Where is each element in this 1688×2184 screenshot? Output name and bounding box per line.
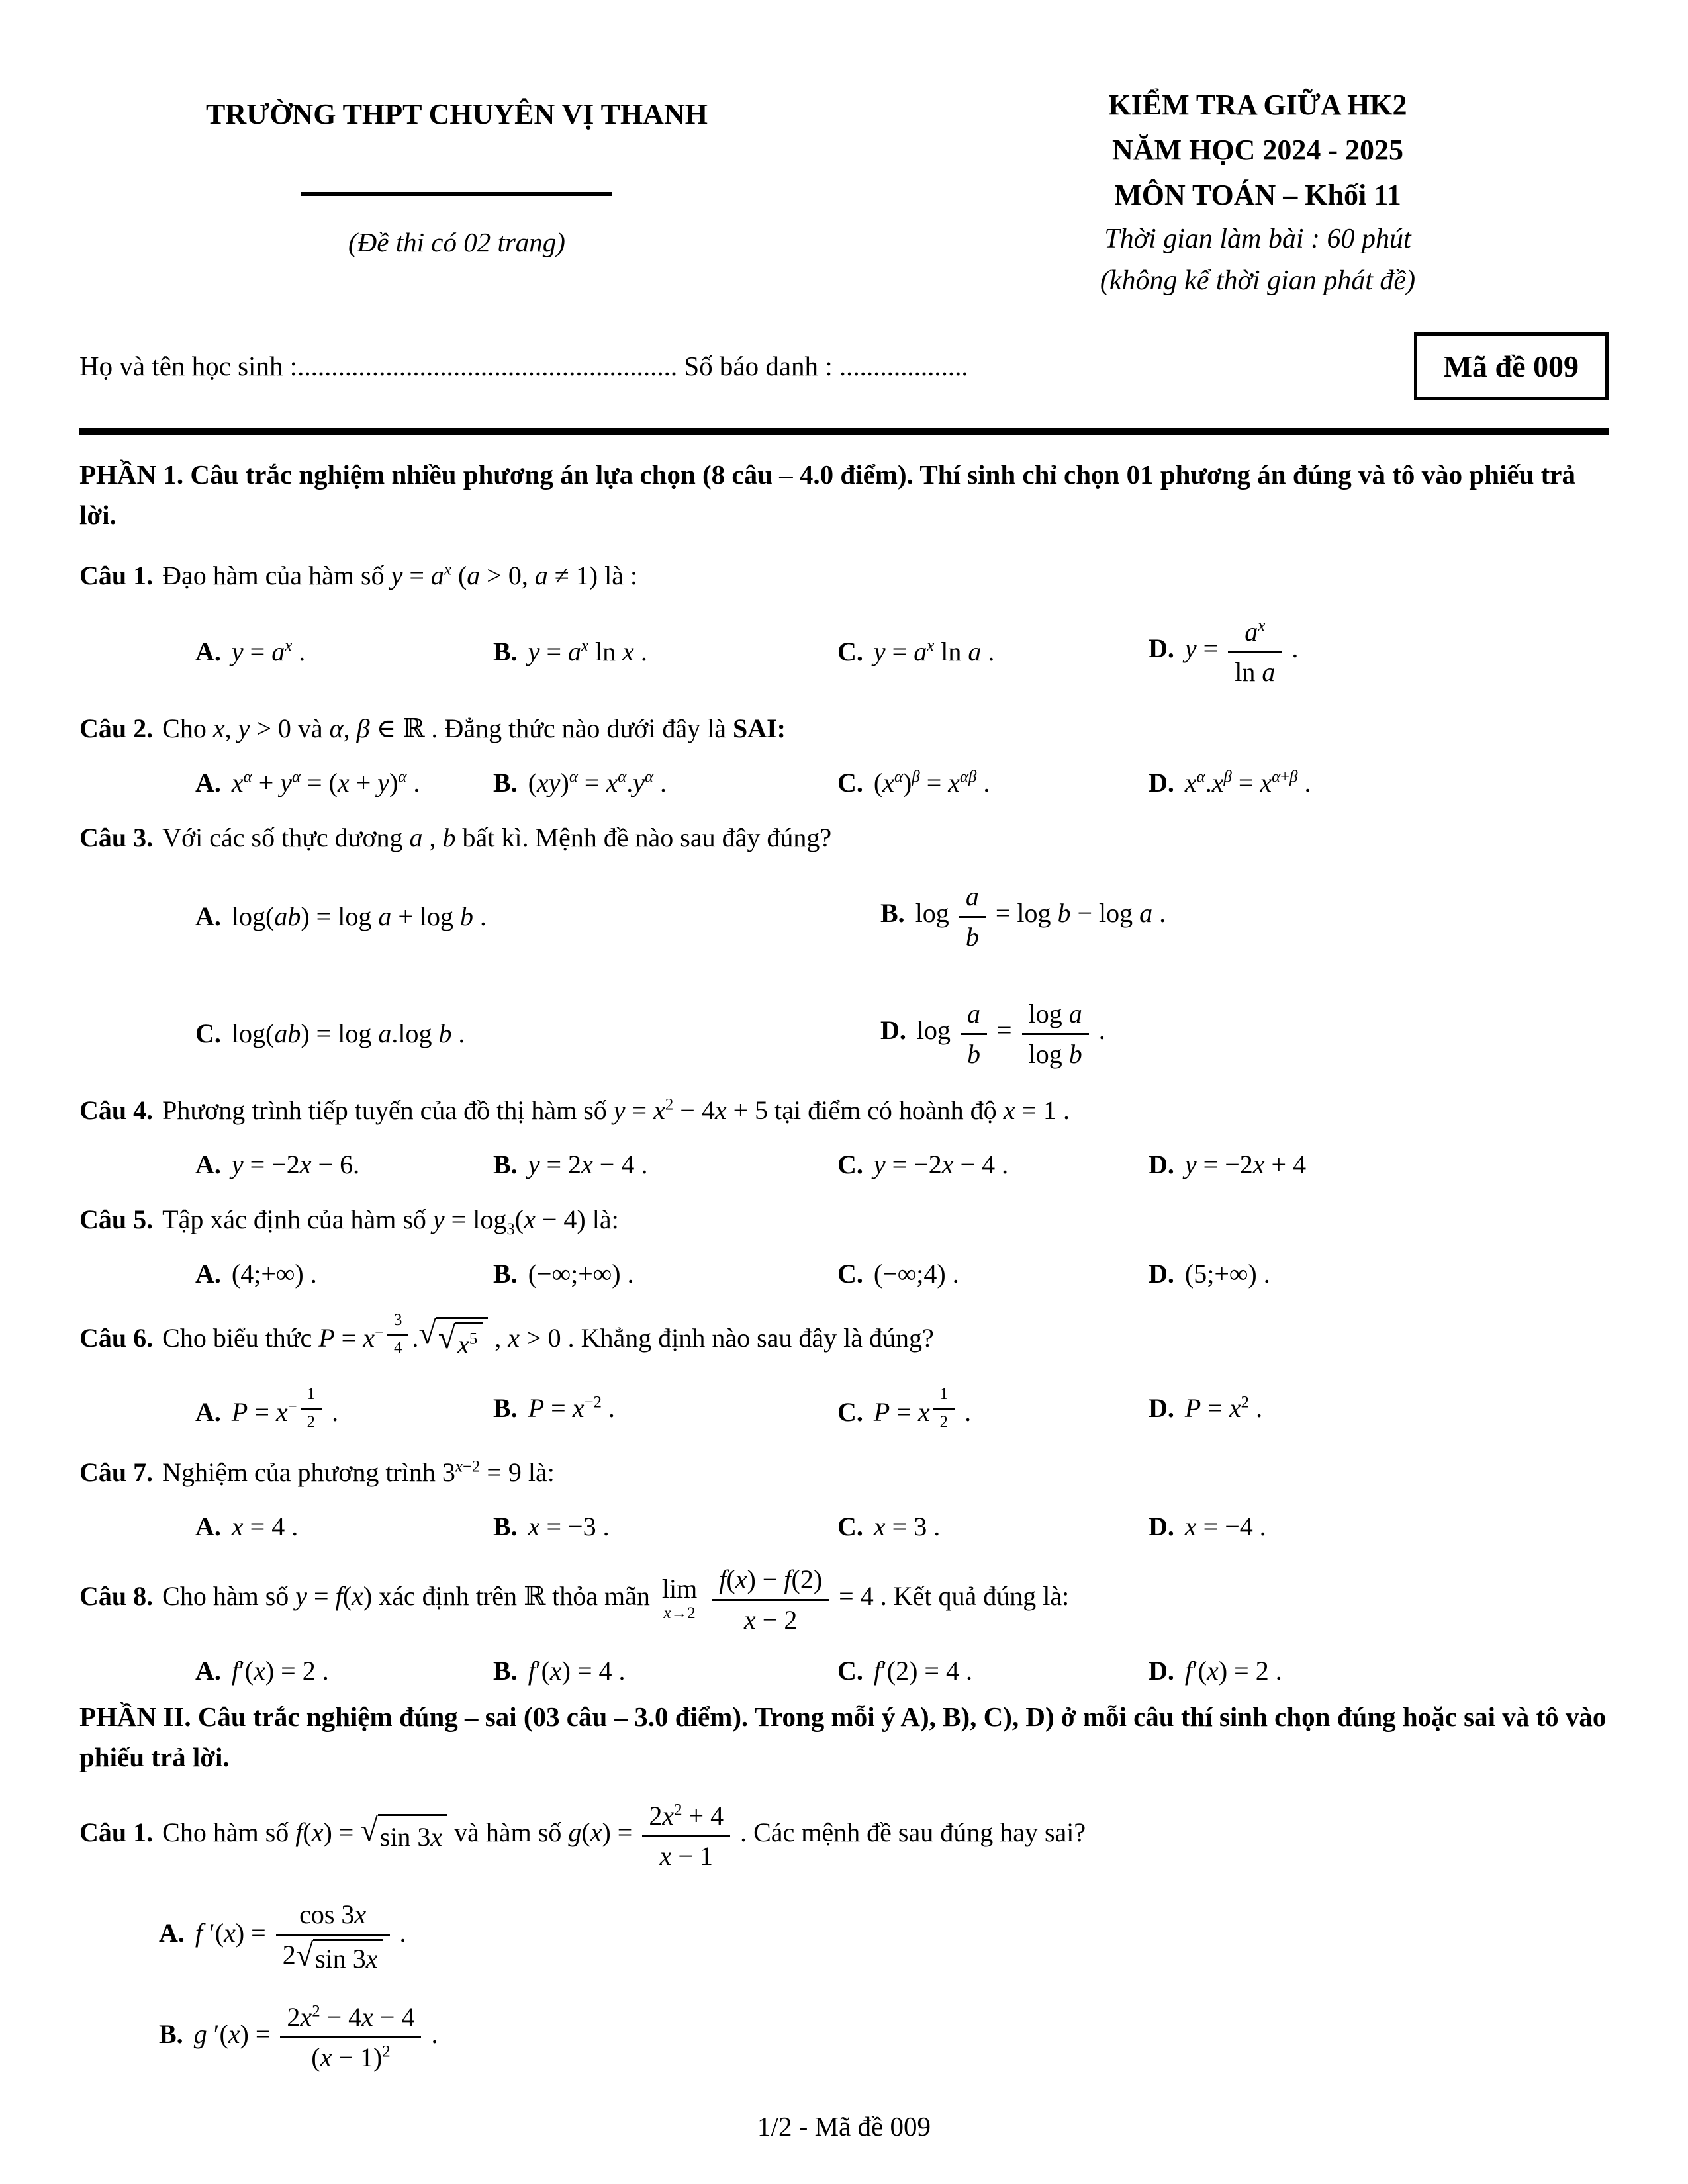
option-text: y = −2x + 4 [1184,1149,1307,1179]
question-number: Câu 7. [79,1457,154,1487]
option-key: B. [159,2019,183,2049]
option-key: A. [195,1655,221,1686]
option-a [195,1655,493,1686]
options [79,879,1609,1071]
question-stem [79,709,1609,749]
question-stem [79,1798,1609,1873]
duration-line: Thời gian làm bài : 60 phút [1104,223,1411,254]
option-b [159,1999,1609,2074]
option-key: A. [195,901,221,931]
school-year: NĂM HỌC 2024 - 2025 [1112,134,1403,167]
option-key: A. [195,636,221,666]
options [79,767,1609,798]
option-b [493,1149,837,1180]
question-number: Câu 2. [79,713,154,743]
stem-text: Nghiệm của phương trình $3^{x-2} = 9$ là: [162,1457,555,1487]
option-key: B. [493,767,518,797]
option-key: C. [837,1511,863,1541]
part1-question-6 [79,1309,1609,1433]
option-a [159,1897,1609,1976]
option-text: g ′(x) = $\frac{2x^2 - 4x - 4}{(x - 1)^2}$ . [194,2019,438,2049]
exam-title: KIỂM TRA GIỮA HK2 [1108,89,1407,121]
option-text: x = −3 . [528,1511,610,1541]
part2-heading: PHẦN II. Câu trắc nghiệm đúng – sai (03 câu – 3.0 điểm). Trong mỗi ý A), B), C), D) ở mỗi câu thí sinh chọn đúng hoặc sai và tô vào phiếu trả lời. [79,1701,1607,1772]
option-key: D. [1149,1655,1174,1686]
subject-line: MÔN TOÁN – Khối 11 [1114,179,1401,212]
part1-question-2 [79,709,1609,798]
question-stem [79,1453,1609,1492]
option-text: log(ab) = log a + log b . [231,901,487,931]
option-key: B. [493,1258,518,1289]
option-a [195,1383,493,1433]
option-key: A. [195,1397,221,1428]
question-stem [79,556,1609,596]
option-key: B. [493,1511,518,1541]
option-b [493,767,837,798]
option-b [493,1655,837,1686]
option-text: x = −4 . [1184,1511,1266,1541]
option-c [837,1258,1149,1289]
option-text: f ′(x) = cos 3x 2 √ sin 3x . [195,1918,406,1948]
option-c [837,636,1149,667]
option-key: B. [493,1149,518,1179]
option-key: C. [837,636,863,666]
stem-text: Với các số thực dương a , b bất kì. Mệnh đề nào sau đây đúng? [162,822,832,852]
option-text: f′(x) = 4 . [528,1655,626,1686]
option-c [837,1149,1149,1180]
question-number: Câu 1. [79,560,154,590]
option-text: (−∞;+∞) . [528,1258,634,1289]
option-key: C. [837,1397,863,1428]
option-key: A. [195,1258,221,1289]
option-text: $(x^\alpha)^\beta = x^{\alpha\beta}$ . [873,767,990,797]
option-a [195,1149,493,1180]
school-underline [301,192,612,196]
part1-question-1 [79,556,1609,689]
divider-rule [79,428,1609,435]
option-key: B. [493,636,518,666]
part1-question-8 [79,1562,1609,1686]
option-key: A. [195,767,221,797]
option-c [837,1511,1149,1542]
exam-code-box: Mã đề 009 [1414,332,1609,400]
option-text: $P = x^{-2}$ . [528,1392,615,1423]
page-footer: 1/2 - Mã đề 009 [757,2111,931,2142]
student-labels [79,350,968,382]
option-c [837,1655,1149,1686]
option-text: log(ab) = log a.log b . [231,1018,465,1048]
option-key: D. [1149,1149,1174,1179]
question-number: Câu 6. [79,1323,154,1353]
option-key: C. [837,1149,863,1179]
school-name: TRƯỜNG THPT CHUYÊN VỊ THANH [206,98,708,130]
option-d [1149,1258,1609,1289]
header-right-block [907,83,1609,302]
option-text: $P = x^{- \frac{1}{2}}$ . [232,1397,338,1427]
option-text: f′(2) = 4 . [873,1655,972,1686]
option-text: y = −2x − 6. [231,1149,360,1179]
options [79,1149,1609,1180]
stem-text: Phương trình tiếp tuyến của đồ thị hàm số $y = x^2 - 4x + 5$ tại điểm có hoành độ x = 1 . [162,1095,1070,1125]
option-key: A. [159,1918,185,1948]
option-key: C. [837,1655,863,1686]
option-d [880,996,1609,1071]
option-text: $y = a^x$ . [231,636,306,666]
student-name-label: Họ và tên học sinh :........................................................ [79,351,678,382]
option-key: C. [195,1018,221,1048]
option-text: P = x $^{\frac{1}{2}}$ . [874,1397,971,1427]
stem-text: Cho biểu thức $P = x^{- \frac{3}{4}}$ . √ √ $x^5$ , x > 0 . Khẳng định nào sau đây là đúng? [162,1323,934,1353]
options [79,1383,1609,1433]
option-key: D. [880,1015,906,1046]
option-b [493,1511,837,1542]
option-b [493,1392,837,1424]
option-key: B. [493,1655,518,1686]
option-key: D. [1149,1511,1174,1541]
option-key: A. [195,1511,221,1541]
option-d [1149,1392,1609,1424]
options [79,1258,1609,1289]
option-key: D. [1149,1392,1174,1423]
question-stem [79,1091,1609,1130]
option-key: D. [1149,633,1174,664]
part1-question-4 [79,1091,1609,1180]
question-number: Câu 1. [79,1817,154,1848]
option-text: $y = a^x$ ln x . [528,636,647,666]
option-text: (−∞;4) . [873,1258,959,1289]
question-stem [79,1562,1609,1637]
option-b [493,636,837,667]
options [79,1511,1609,1542]
option-a [195,1511,493,1542]
stem-text: Cho x, y > 0 và α, β ∈ ℝ . Đẳng thức nào dưới đây là SAI: [162,713,786,743]
option-d [1149,1511,1609,1542]
options [79,614,1609,689]
option-text: y = $\frac{a^x}{\text{ln a}}$ . [1185,633,1298,663]
option-key: D. [1149,1258,1174,1289]
stem-text: Cho hàm số y = f(x) xác định trên ℝ thỏa mãn lim x→2 $\frac{f(x) - f(2)}{x - 2}$ = 4 . Kết quả đúng là: [162,1581,1069,1611]
option-c [195,1018,880,1049]
option-d [1149,614,1609,689]
option-a [195,636,493,667]
question-number: Câu 3. [79,822,154,852]
option-d [1149,1149,1609,1180]
question-stem [79,818,1609,858]
student-id-label: Số báo danh : ................... [684,351,968,382]
option-key: C. [837,767,863,797]
option-text: $x^\alpha.x^\beta = x^{\alpha+\beta}$ . [1184,767,1311,797]
options [79,1655,1609,1686]
option-key: B. [493,1392,518,1423]
option-key: D. [1149,767,1174,797]
option-text: $(xy)^\alpha = x^\alpha.y^\alpha$ . [528,767,667,797]
option-text: x = 3 . [873,1511,941,1541]
option-text: log $\frac{a}{b}$ = $\frac{\text{log a}}{\text{log b}}$ . [917,1015,1105,1045]
options [79,1897,1609,2074]
option-text: log $\frac{a}{b}$ = log b − log a . [915,898,1166,928]
option-text: $y = a^x$ ln a . [873,636,995,666]
stem-text: Đạo hàm của hàm số $y = a^x$ (a > 0, a ≠ 1) là : [162,560,638,590]
part1-question-7 [79,1453,1609,1542]
stem-text: Tập xác định của hàm số $y = \log_3(x - 4)$ là: [162,1204,619,1238]
option-text: f′(x) = 2 . [231,1655,329,1686]
stem-text: Cho hàm số f(x) = √ sin 3x và hàm số g(x) = $\frac{2x^2 + 4}{x - 1}$ . Các mệnh đề sau đúng hay sai? [162,1817,1086,1847]
option-text: y = −2x − 4 . [873,1149,1009,1179]
option-b [880,879,1609,954]
option-d [1149,767,1609,798]
part2-question-1 [79,1798,1609,2074]
page-count-note: (Đề thi có 02 trang) [348,227,565,257]
option-text: (5;+∞) . [1184,1258,1270,1289]
option-c [837,767,1149,798]
option-d [1149,1655,1609,1686]
option-text: x = 4 . [231,1511,299,1541]
question-stem [79,1309,1609,1365]
option-c [837,1383,1149,1433]
option-key: B. [880,898,905,929]
option-a [195,767,493,798]
option-a [195,901,880,932]
option-text: $P = x^2$ . [1184,1392,1263,1423]
part1-heading: PHẦN 1. Câu trắc nghiệm nhiều phương án lựa chọn (8 câu – 4.0 điểm). Thí sinh chỉ chọn 01 phương án đúng và tô vào phiếu trả lời. [79,459,1575,531]
question-number: Câu 8. [79,1581,154,1612]
option-key: A. [195,1149,221,1179]
question-stem [79,1200,1609,1240]
part1-question-5 [79,1200,1609,1289]
part1-question-3 [79,818,1609,1071]
option-a [195,1258,493,1289]
header-left-block [79,83,834,258]
question-number: Câu 5. [79,1204,154,1234]
option-b [493,1258,837,1289]
student-info-row [79,332,1609,400]
exam-header [79,83,1609,302]
duration-note: (không kể thời gian phát đề) [1100,265,1416,296]
question-number: Câu 4. [79,1095,154,1125]
option-text: y = 2x − 4 . [528,1149,648,1179]
option-key: C. [837,1258,863,1289]
option-text: $x^\alpha + y^\alpha = (x + y)^\alpha$ . [231,767,420,797]
option-text: (4;+∞) . [231,1258,317,1289]
option-text: f′(x) = 2 . [1184,1655,1282,1686]
